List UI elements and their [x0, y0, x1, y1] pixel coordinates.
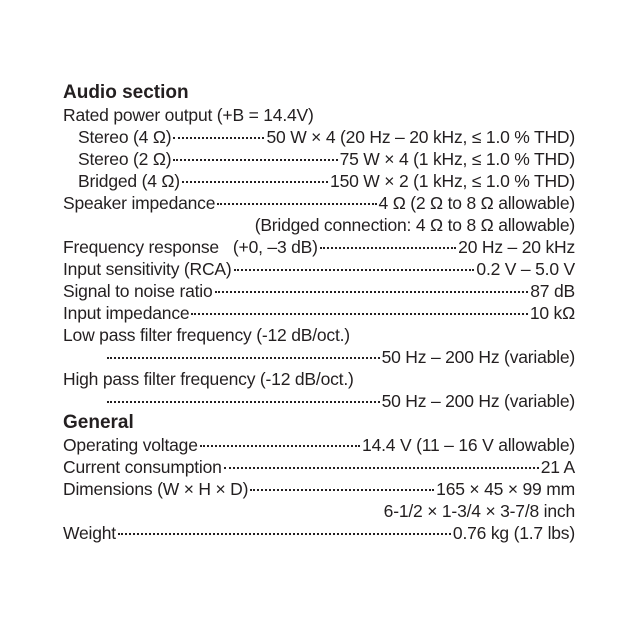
spec-row-speaker-impedance	[63, 192, 575, 214]
spec-label: Signal to noise ratio	[63, 281, 213, 301]
dot-leader	[173, 137, 264, 139]
lpf-label: Low pass filter frequency (-12 dB/oct.)	[63, 325, 350, 345]
spec-value: 10 kΩ	[529, 303, 575, 323]
spec-row-operating-voltage	[63, 434, 575, 456]
spec-label: Operating voltage	[63, 435, 198, 455]
dot-leader	[224, 467, 539, 469]
spec-row-weight	[63, 522, 575, 544]
spec-label: Dimensions (W × H × D)	[63, 479, 249, 499]
spec-value: 75 W × 4 (1 kHz, ≤ 1.0 % THD)	[339, 149, 575, 169]
spec-row-dimensions-inch	[63, 500, 575, 522]
spec-value: 4 Ω (2 Ω to 8 Ω allowable)	[378, 193, 575, 213]
spec-value: 87 dB	[530, 281, 575, 301]
spec-value: 50 Hz – 200 Hz (variable)	[381, 391, 575, 411]
spec-row-bridged-note	[63, 214, 575, 236]
spec-label: Stereo (2 Ω)	[78, 149, 172, 169]
spec-row-dimensions	[63, 478, 575, 500]
spec-value: 0.2 V – 5.0 V	[476, 259, 575, 279]
dot-leader	[250, 489, 434, 491]
spec-label: Weight	[63, 523, 116, 543]
spec-label: Current consumption	[63, 457, 222, 477]
dot-leader	[320, 247, 456, 249]
spec-value: 21 A	[540, 457, 575, 477]
spec-value: 50 W × 4 (20 Hz – 20 kHz, ≤ 1.0 % THD)	[266, 127, 575, 147]
spec-row-stereo-2ohm	[63, 148, 575, 170]
dot-leader	[200, 445, 360, 447]
spec-row-stereo-4ohm	[63, 126, 575, 148]
dot-leader	[118, 533, 451, 535]
spec-value: 50 Hz – 200 Hz (variable)	[381, 347, 575, 367]
spec-row-bridged-4ohm	[63, 170, 575, 192]
dot-leader	[215, 291, 529, 293]
audio-section-heading: Audio section	[63, 82, 189, 103]
dot-leader	[191, 313, 527, 315]
spec-label: Bridged (4 Ω)	[78, 171, 180, 191]
spec-note: (Bridged connection: 4 Ω to 8 Ω allowable)	[254, 215, 575, 235]
spec-row-input-impedance	[63, 302, 575, 324]
spec-value: 14.4 V (11 – 16 V allowable)	[362, 435, 575, 455]
spec-label: Input sensitivity (RCA)	[63, 259, 232, 279]
spec-row-current-consumption	[63, 456, 575, 478]
spec-label: Stereo (4 Ω)	[78, 127, 172, 147]
dot-leader	[173, 159, 337, 161]
dot-leader	[107, 401, 380, 403]
spec-label: Frequency response (+0, –3 dB)	[63, 237, 318, 257]
dot-leader	[234, 269, 475, 271]
spec-value: 165 × 45 × 99 mm	[436, 479, 575, 499]
dot-leader	[217, 203, 376, 205]
hpf-label: High pass filter frequency (-12 dB/oct.)	[63, 369, 354, 389]
spec-row-frequency-response	[63, 236, 575, 258]
spec-row-lpf	[63, 346, 575, 368]
spec-sheet	[63, 82, 575, 544]
spec-value: 20 Hz – 20 kHz	[458, 237, 575, 257]
general-section-heading: General	[63, 412, 134, 433]
dot-leader	[182, 181, 328, 183]
spec-value: 150 W × 2 (1 kHz, ≤ 1.0 % THD)	[330, 171, 575, 191]
spec-row-snr	[63, 280, 575, 302]
spec-row-input-sensitivity	[63, 258, 575, 280]
spec-label: Speaker impedance	[63, 193, 216, 213]
spec-label: Input impedance	[63, 303, 190, 323]
spec-value: 0.76 kg (1.7 lbs)	[452, 523, 575, 543]
spec-value: 6-1/2 × 1-3/4 × 3-7/8 inch	[383, 501, 575, 521]
dot-leader	[107, 357, 380, 359]
rated-power-label: Rated power output (+B = 14.4V)	[63, 105, 314, 125]
spec-row-hpf	[63, 390, 575, 412]
